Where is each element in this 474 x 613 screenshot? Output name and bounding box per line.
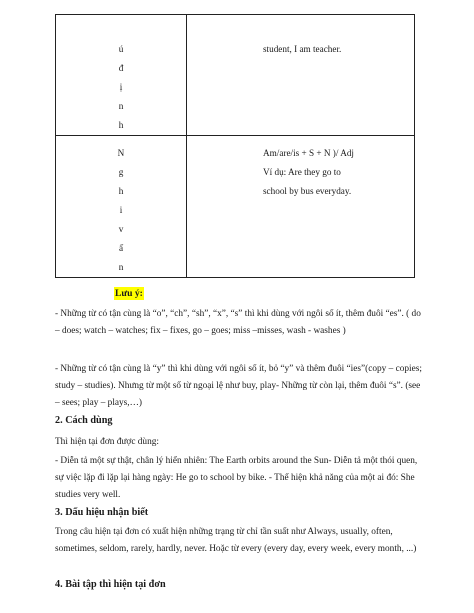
example-word: to (333, 167, 341, 177)
formula-text: Am/are/is + S + N )/ Adj (262, 148, 354, 158)
example-word: go (322, 167, 332, 177)
label-char: ị (119, 82, 123, 92)
note-paragraph-2: - Những từ có tận cùng là “y” thì khi dùng với ngôi số ít, bỏ “y” và thêm đuôi “ies”(copy – copies; study – studies). Nhưng từ một số từ ngoại lệ như buy, play- Những từ còn lại, thêm đuôi “s”. (see – sees; play – plays,…) (55, 364, 422, 408)
label-char: v (118, 224, 124, 234)
label-char: n (118, 101, 124, 111)
example-text: school by bus everyday. (262, 186, 352, 196)
label-char: N (117, 148, 125, 158)
grammar-table (55, 14, 415, 278)
table-row (56, 136, 415, 278)
signs-body: Trong câu hiện tại đơn có xuất hiện những trạng từ chỉ tần suất như Always, usually, often, sometimes, seldom, rarely, hardly, never. Hoặc từ every (every day, every week, every month, ...) (55, 527, 417, 554)
example-word: Are (288, 167, 302, 177)
vertical-label (56, 136, 186, 277)
example-line (263, 163, 354, 182)
label-char: g (118, 167, 124, 177)
usage-intro: Thì hiện tại đơn được dùng: (55, 437, 159, 447)
section-heading-exercises: 4. Bài tập thì hiện tại đơn (55, 579, 166, 590)
usage-body: - Diễn tả một sự thật, chân lý hiển nhiên: The Earth orbits around the Sun- Diễn tả một thói quen, sự việc lặp đi lặp lại hàng ngày: He go to school by bike. - Thể hiện khả năng của một ai đó: She studies very well. (55, 456, 418, 500)
row-label-cell (56, 15, 187, 136)
example-word: dụ: (274, 167, 287, 177)
label-char: i (119, 205, 123, 215)
example-word: they (304, 167, 320, 177)
note-title: Lưu ý: (115, 288, 143, 299)
row-label-cell (56, 136, 187, 278)
example-word: Ví (262, 167, 273, 177)
label-char: h (118, 120, 124, 130)
section-heading-usage: 2. Cách dùng (55, 415, 113, 426)
label-char: h (118, 186, 124, 196)
section-heading-signs: 3. Dấu hiệu nhận biết (55, 507, 149, 518)
cell-text: student, I am teacher. (262, 44, 342, 54)
table-row (56, 15, 415, 136)
label-char: đ (118, 63, 124, 73)
note-paragraph-1: - Những từ có tận cùng là “o”, “ch”, “sh”, “x”, “s” thì khi dùng với ngôi số ít, thêm đuôi “es”. ( do – does; watch – watches; fix – fixes, go – goes; miss –misses, wash - washes ) (55, 309, 421, 336)
label-char: n (118, 262, 124, 272)
label-char: ấ (118, 243, 124, 253)
label-char: ú (118, 44, 124, 54)
row-content-cell (186, 136, 414, 278)
vertical-label (56, 15, 186, 135)
row-content-cell (186, 15, 414, 136)
